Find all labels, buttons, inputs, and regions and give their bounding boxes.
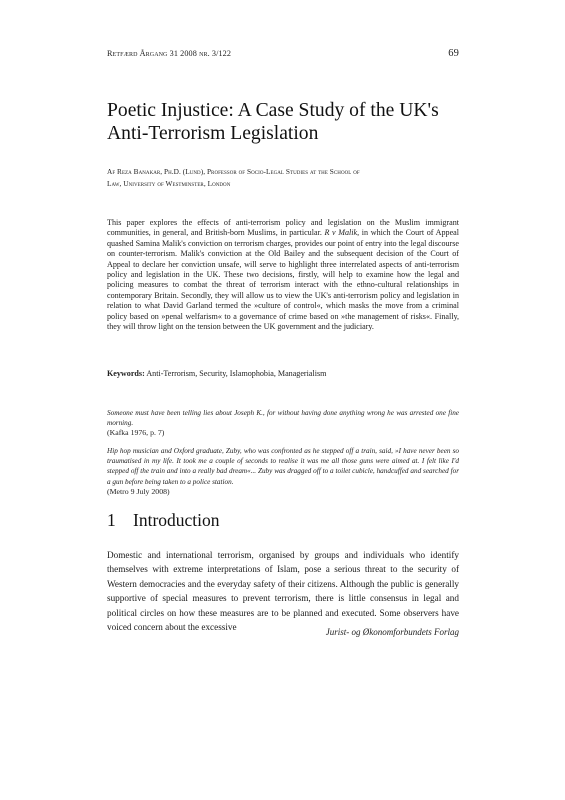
keywords-label: Keywords: <box>107 369 145 378</box>
running-head <box>107 48 459 59</box>
keywords-value: Anti-Terrorism, Security, Islamophobia, Managerialism <box>144 369 327 378</box>
epigraph <box>107 408 459 439</box>
epigraph-quote: Hip hop musician and Oxford graduate, Zuby, who was confronted as he stepped off a train, said, »I have never been so traumatised in my life. It took me a couple of seconds to realise it was me all those guns were aimed at. I felt like I'd stepped off the train and into a really bad dream«... Zuby was dragged off to a toilet cubicle, handcuffed and searched for a gun before being taken to a police station. <box>107 447 459 486</box>
epigraph-citation: (Kafka 1976, p. 7) <box>107 428 165 438</box>
section-title: Introduction <box>133 510 220 530</box>
journal-reference: Retfærd Årgang 31 2008 nr. 3/122 <box>107 49 232 58</box>
epigraph-quote: Someone must have been telling lies about Joseph K., for without having done anything wrong he was arrested one fine morning. <box>107 409 459 428</box>
title-line-2: Anti-Terrorism Legislation <box>107 123 319 144</box>
page-number: 69 <box>448 48 459 59</box>
publisher-footer: Jurist- og Økonomforbundets Forlag <box>325 627 459 637</box>
byline-line-1: Af Reza Banakar, Ph.D. (Lund), Professor of Socio-Legal Studies at the School of <box>107 167 360 176</box>
abstract-text-2: , in which the Court of Appeal quashed Samina Malik's conviction on terrorism charges, provides our point of entry into the legal discourse on counter-terrorism. Malik's conviction at the Old Bailey and the subsequent decision of the Court of Appeal to declare her conviction unsafe, will serve to highlight three interrelated aspects of anti-terrorism policy and legislation in the UK. These two decisions, firstly, will help to examine how the legal and policing measures to combat the threat of terrorism interact with the ethno-cultural relationships in contemporary Britain. Secondly, they will allow us to view the UK's anti-terrorism policy and legislation in relation to what David Garland termed the »culture of control«, which masks the move from a criminal policy based on »penal welfarism« to a governance of crime based on »the management of risks«. Finally, they will throw light on the tension between the UK government and the judiciary. <box>107 228 460 332</box>
case-name: R v Malik <box>324 228 358 238</box>
epigraph-citation: (Metro 9 July 2008) <box>107 486 170 496</box>
epigraph <box>107 446 459 497</box>
abstract <box>107 218 459 332</box>
abstract-text-1: This paper explores the effects of anti-terrorism policy and legislation on the Muslim immigrant communities, in general, and British-born Muslims, in particular. <box>107 218 459 238</box>
section-number: 1 <box>107 510 116 530</box>
byline-line-2: Law, University of Westminster, London <box>107 178 231 188</box>
body-paragraph: Domestic and international terrorism, organised by groups and individuals who identify themselves with extreme interpretations of Islam, pose a serious threat to the security of Western democracies and the everyday safety of their citizens. Although the public is generally supportive of special measures to prevent terrorism, there is little consensus in legal and political circles on how these measures are to be planned and executed. Some observers have voiced concern about the excessive <box>107 550 459 633</box>
author-byline <box>107 166 459 189</box>
article-title <box>107 99 459 145</box>
section-heading <box>107 510 459 530</box>
keywords <box>107 369 459 379</box>
title-line-1: Poetic Injustice: A Case Study of the UK's <box>107 100 439 121</box>
